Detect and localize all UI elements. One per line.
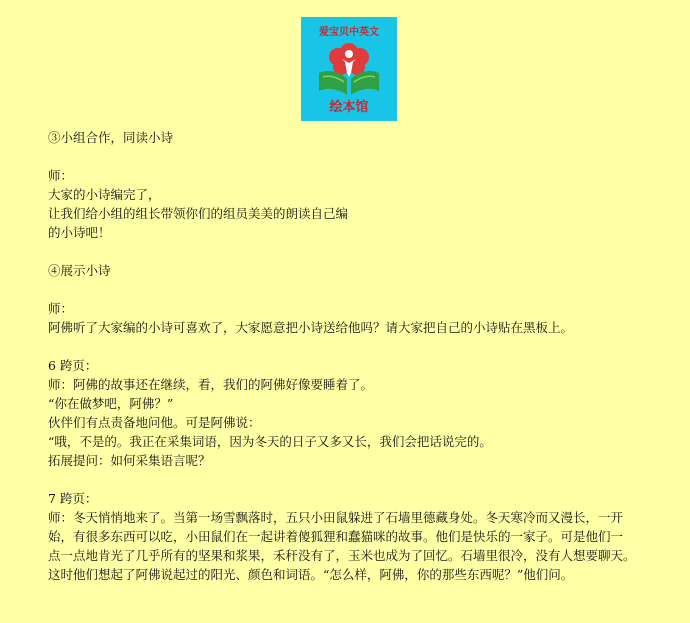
- spacer: [48, 147, 678, 166]
- section-heading: ③小组合作，同读小诗: [48, 130, 174, 145]
- text-line: 点一点地肯光了几乎所有的坚果和浆果，禾秆没有了，玉米也成为了回忆。石墙里很冷，没有人想要聊天。: [48, 548, 636, 563]
- logo-top-text: 爱宝贝中英文: [319, 27, 379, 38]
- text-line: 的小诗吧！: [48, 225, 111, 240]
- section-heading: ④展示小诗: [48, 263, 111, 278]
- text-line: 阿佛听了大家编的小诗可喜欢了，大家愿意把小诗送给他吗？请大家把自己的小诗贴在黑板上。: [48, 320, 574, 335]
- text-line: “你在做梦吧，阿佛？”: [48, 396, 174, 411]
- speaker-label: 师：: [48, 301, 74, 316]
- text-line: “哦，不是的。我正在采集词语，因为冬天的日子又多又长，我们会把话说完的。: [48, 434, 492, 449]
- spacer: [48, 280, 678, 299]
- speaker-label: 师：: [48, 168, 74, 183]
- text-line: 伙伴们有点责备地问他。可是阿佛说：: [48, 415, 261, 430]
- logo-bottom-text: 绘本馆: [329, 100, 369, 115]
- text-line: 师：冬天悄悄地来了。当第一场雪飘落时，五只小田鼠躲进了石墙里德藏身处。冬天寒冷而又漫长，一开: [48, 510, 624, 525]
- text-line: 师：阿佛的故事还在继续，看，我们的阿佛好像要睡着了。: [48, 377, 374, 392]
- logo: [301, 17, 397, 121]
- text-line: 让我们给小组的组长带领你们的组员美美的朗读自己编: [48, 206, 349, 221]
- spacer: [48, 337, 678, 356]
- text-line: 大家的小诗编完了，: [48, 187, 161, 202]
- text-line: 拓展提问：如何采集语言呢？: [48, 453, 211, 468]
- spacer: [48, 470, 678, 489]
- text-line: 这时他们想起了阿佛说起过的阳光、颜色和词语。“怎么样，阿佛，你的那些东西呢？”他们问。: [48, 567, 574, 582]
- section-heading: 7 跨页：: [48, 491, 98, 506]
- section-heading: 6 跨页：: [48, 358, 98, 373]
- spacer: [48, 242, 678, 261]
- text-line: 始，有很多东西可以吃，小田鼠们在一起讲着傻狐狸和蠢猫咪的故事。他们是快乐的一家子。可是他们一: [48, 529, 624, 544]
- document-body: [48, 128, 678, 584]
- logo-emblem: [313, 37, 385, 99]
- flower-icon: [329, 43, 369, 77]
